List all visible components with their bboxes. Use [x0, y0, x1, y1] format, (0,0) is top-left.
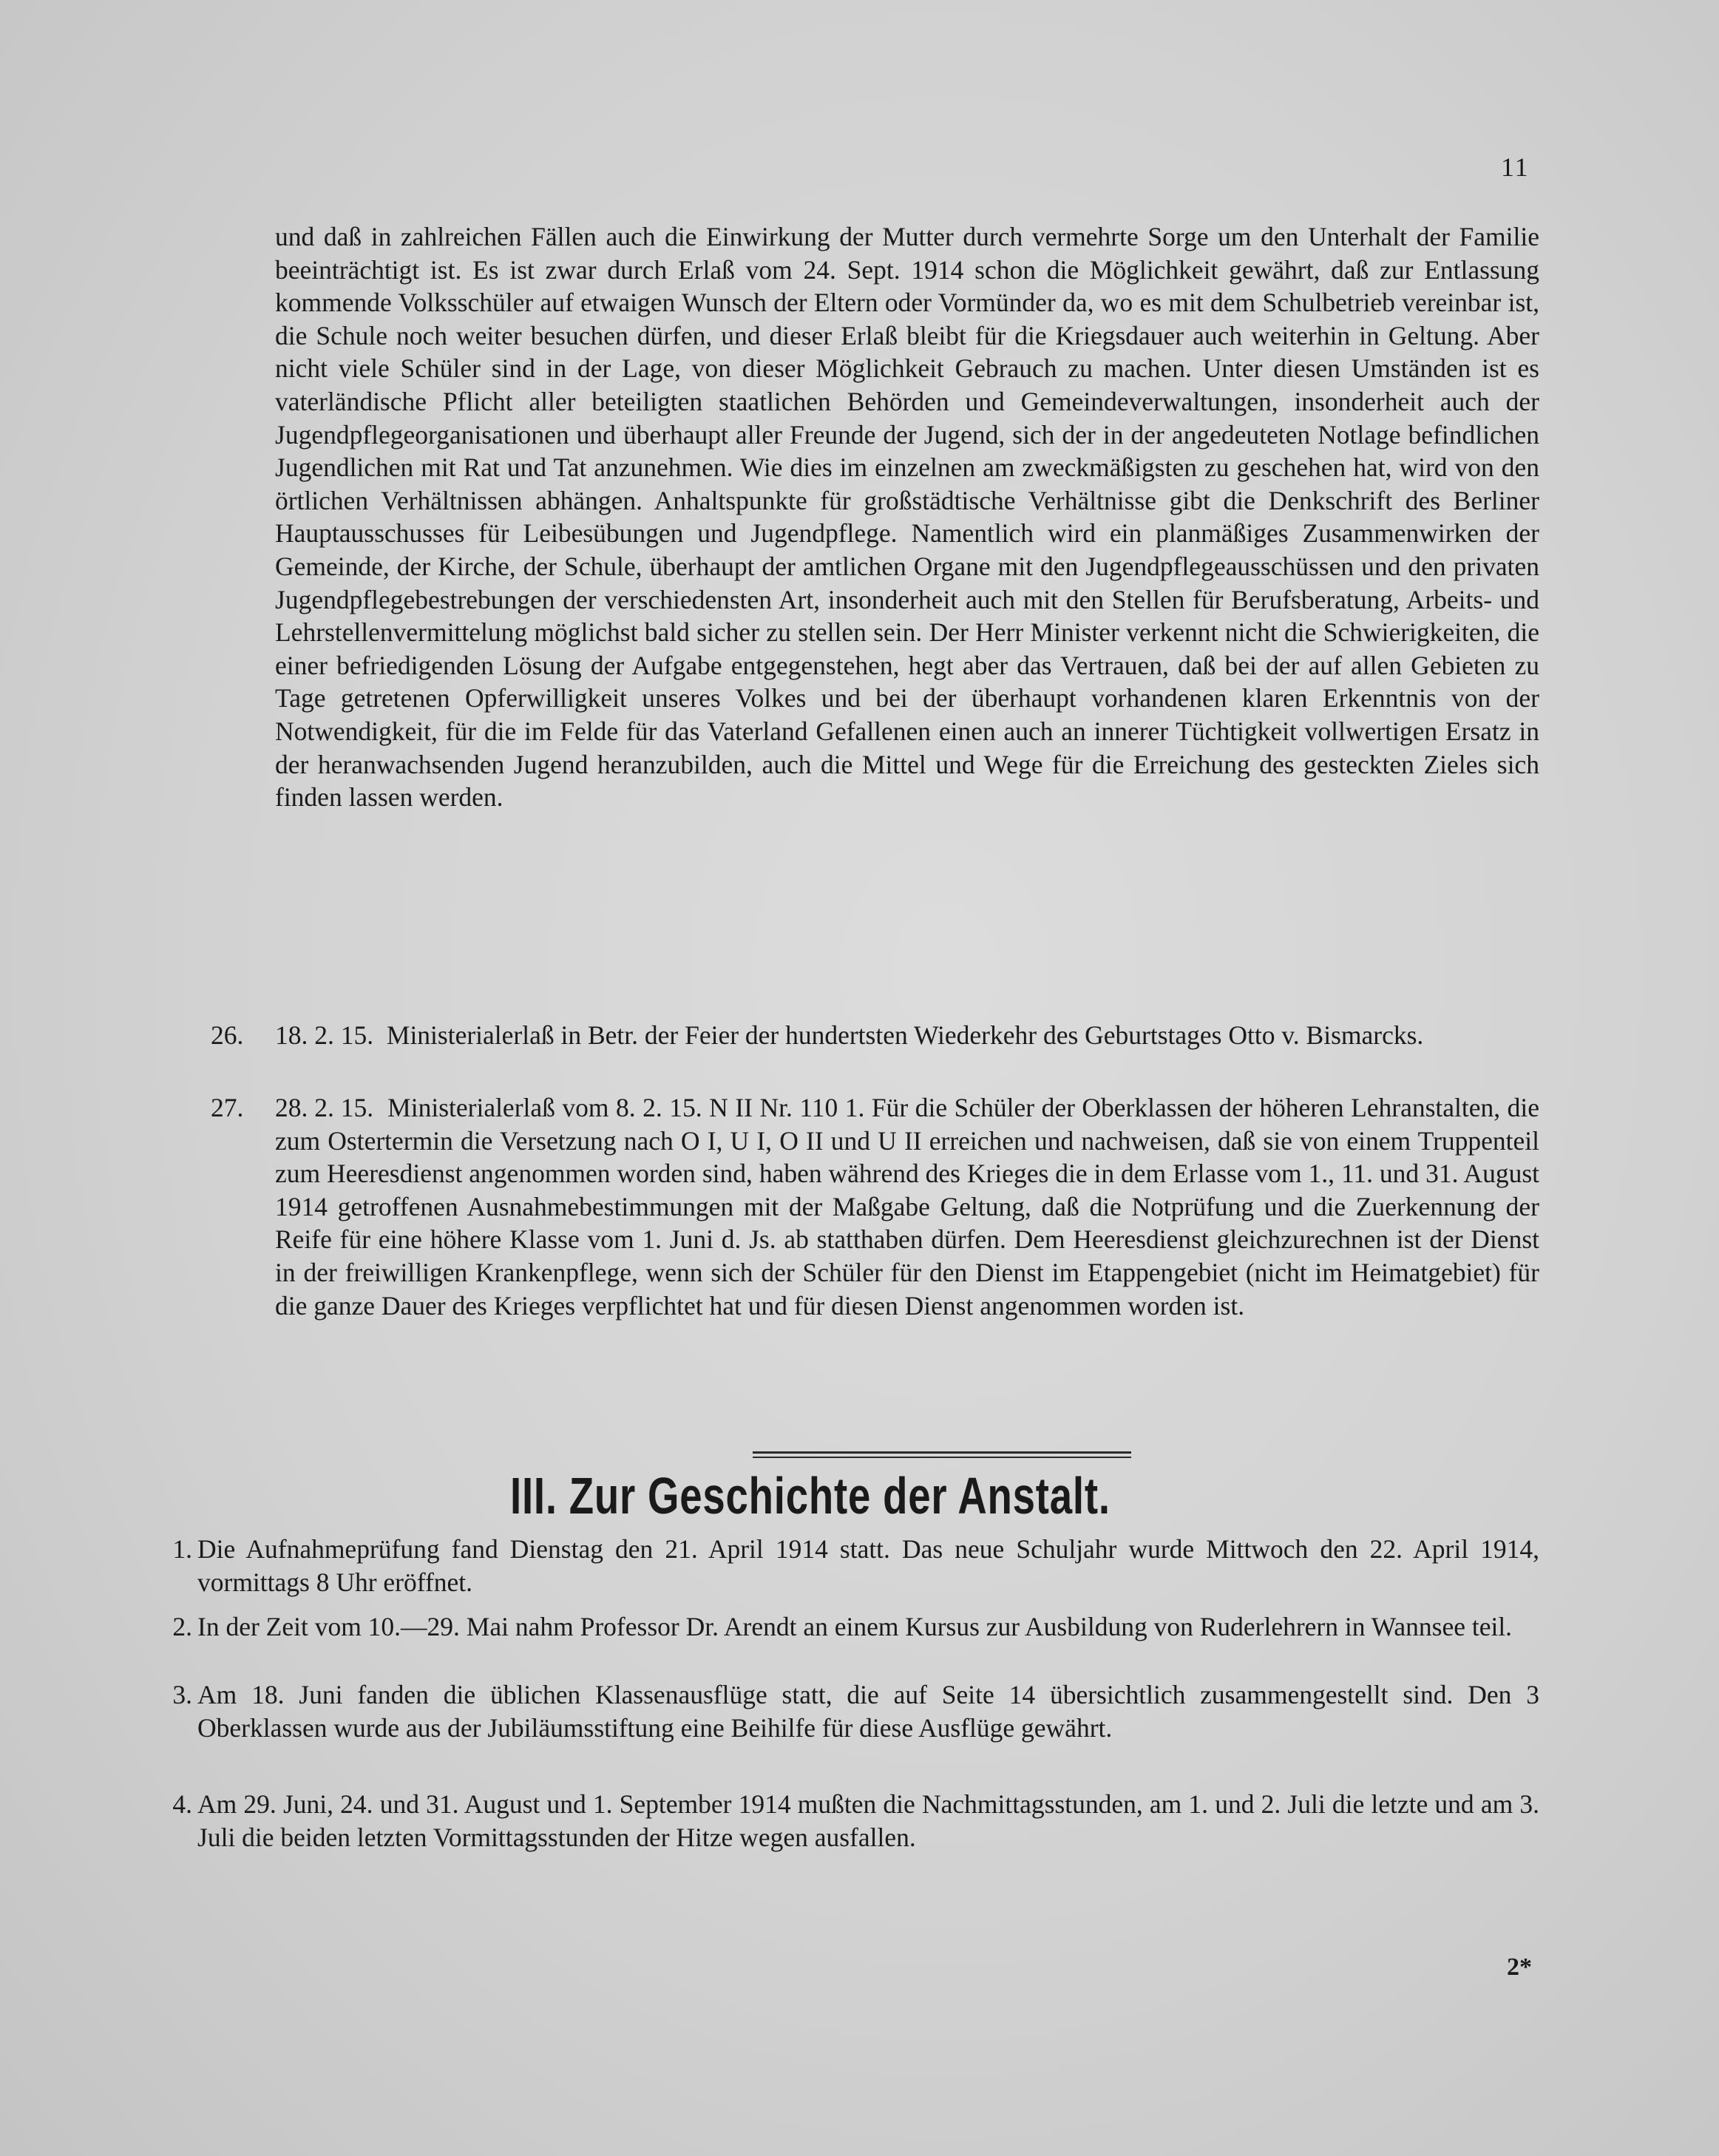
item-text: Die Aufnahmeprüfung fand Dienstag den 21. April 1914 statt. Das neue Schuljahr wurde Mittwoch den 22. April 1914, vormittags 8 Uhr eröffnet.: [197, 1534, 1539, 1597]
item-text: In der Zeit vom 10.—29. Mai nahm Professor Dr. Arendt an einem Kursus zur Ausbildung von Ruderlehrern in Wannsee teil.: [197, 1612, 1513, 1641]
list-item: [140, 1610, 1539, 1644]
decree-text: Ministerialerlaß in Betr. der Feier der hundertsten Wiederkehr des Geburtstages Otto v. Bismarcks.: [386, 1020, 1424, 1050]
list-item: [140, 1788, 1539, 1854]
page-number: 11: [1501, 152, 1530, 182]
list-item: [140, 1678, 1539, 1744]
decree-body: [275, 1019, 1539, 1052]
section-divider: [753, 1451, 1131, 1454]
section-divider: [753, 1457, 1131, 1458]
decree-date: 28. 2. 15.: [275, 1093, 374, 1122]
signature-mark: 2*: [1507, 1953, 1532, 1981]
item-number: 3.: [172, 1680, 192, 1709]
decree-entry: [211, 1091, 1539, 1322]
item-number: 4.: [172, 1789, 192, 1819]
item-text: Am 18. Juni fanden die üblichen Klassenausflüge statt, die auf Seite 14 übersichtlich zusammengestellt sind. Den 3 Oberklassen wurde aus der Jubiläumsstiftung eine Beihilfe für diese Ausflüge gewährt.: [197, 1680, 1539, 1743]
decree-text: Ministerialerlaß vom 8. 2. 15. N II Nr. 110 1. Für die Schüler der Oberklassen der höheren Lehranstalten, die zum Ostertermin die Versetzung nach O I, U I, O II und U II erreichen und nachweisen, daß sie von einem Truppenteil zum Heeresdienst angenommen worden sind, haben während des Krieges die in dem Erlasse vom 1., 11. und 31. August 1914 getroffenen Ausnahmebestimmungen mit der Maßgabe Geltung, daß die Notprüfung und die Zuerkennung der Reife für eine höhere Klasse vom 1. Juni d. Js. ab statthaben dürfen. Dem Heeresdienst gleichzurechnen ist der Dienst in der freiwilligen Krankenpflege, wenn sich der Schüler für den Dienst im Etappengebiet (nicht im Heimatgebiet) für die ganze Dauer des Krieges verpflichtet hat und für diesen Dienst angenommen worden ist.: [275, 1093, 1540, 1321]
section-heading: III. Zur Geschichte der Anstalt.: [510, 1467, 1111, 1525]
decree-body: [275, 1091, 1539, 1322]
list-item: [140, 1533, 1539, 1599]
decree-number: 26.: [211, 1020, 244, 1050]
decree-date: 18. 2. 15.: [275, 1020, 374, 1050]
continuation-paragraph: und daß in zahlreichen Fällen auch die Einwirkung der Mutter durch vermehrte Sorge um den Unterhalt der Familie beeinträchtigt ist. Es ist zwar durch Erlaß vom 24. Sept. 1914 schon die Möglichkeit gewährt, daß zur Entlassung kommende Volksschüler auf etwaigen Wunsch der Eltern oder Vormünder da, wo es mit dem Schulbetrieb vereinbar ist, die Schule noch weiter besuchen dürfen, und dieser Erlaß bleibt für die Kriegsdauer auch weiterhin in Geltung. Aber nicht viele Schüler sind in der Lage, von dieser Möglichkeit Gebrauch zu machen. Unter diesen Umständen ist es vaterländische Pflicht aller beteiligten staatlichen Behörden und Gemeindeverwaltungen, insonderheit auch der Jugendpflegeorganisationen und überhaupt aller Freunde der Jugend, sich der in der angedeuteten Notlage befindlichen Jugendlichen mit Rat und Tat anzunehmen. Wie dies im einzelnen am zweckmäßigsten zu geschehen hat, wird von den örtlichen Verhältnissen abhängen. Anhaltspunkte für großstädtische Verhältnisse gibt die Denkschrift des Berliner Hauptausschusses für Leibesübungen und Jugendpflege. Namentlich wird ein planmäßiges Zusammenwirken der Gemeinde, der Kirche, der Schule, überhaupt der amtlichen Organe mit den Jugendpflegeausschüssen und den privaten Jugendpflegebestrebungen der verschiedensten Art, insonderheit auch mit den Stellen für Berufsberatung, Arbeits- und Lehrstellenvermittelung möglichst bald sicher zu stellen sein. Der Herr Minister verkennt nicht die Schwierigkeiten, die einer befriedigenden Lösung der Aufgabe entgegenstehen, hegt aber das Vertrauen, daß bei der auf allen Gebieten zu Tage getretenen Opferwilligkeit unseres Volkes und bei der überhaupt vorhandenen klaren Erkenntnis von der Notwendigkeit, für die im Felde für das Vaterland Gefallenen einen auch an innerer Tüchtigkeit vollwertigen Ersatz in der heranwachsenden Jugend heranzubilden, auch die Mittel und Wege für die Erreichung des gesteckten Zieles sich finden lassen werden.: [275, 222, 1539, 813]
decree-entry: [211, 1019, 1539, 1052]
decree-number: 27.: [211, 1093, 244, 1122]
item-number: 1.: [172, 1534, 192, 1564]
item-text: Am 29. Juni, 24. und 31. August und 1. September 1914 mußten die Nachmittagsstunden, am 1. und 2. Juli die letzte und am 3. Juli die beiden letzten Vormittagsstunden der Hitze wegen ausfallen.: [197, 1789, 1539, 1852]
item-number: 2.: [172, 1612, 192, 1641]
